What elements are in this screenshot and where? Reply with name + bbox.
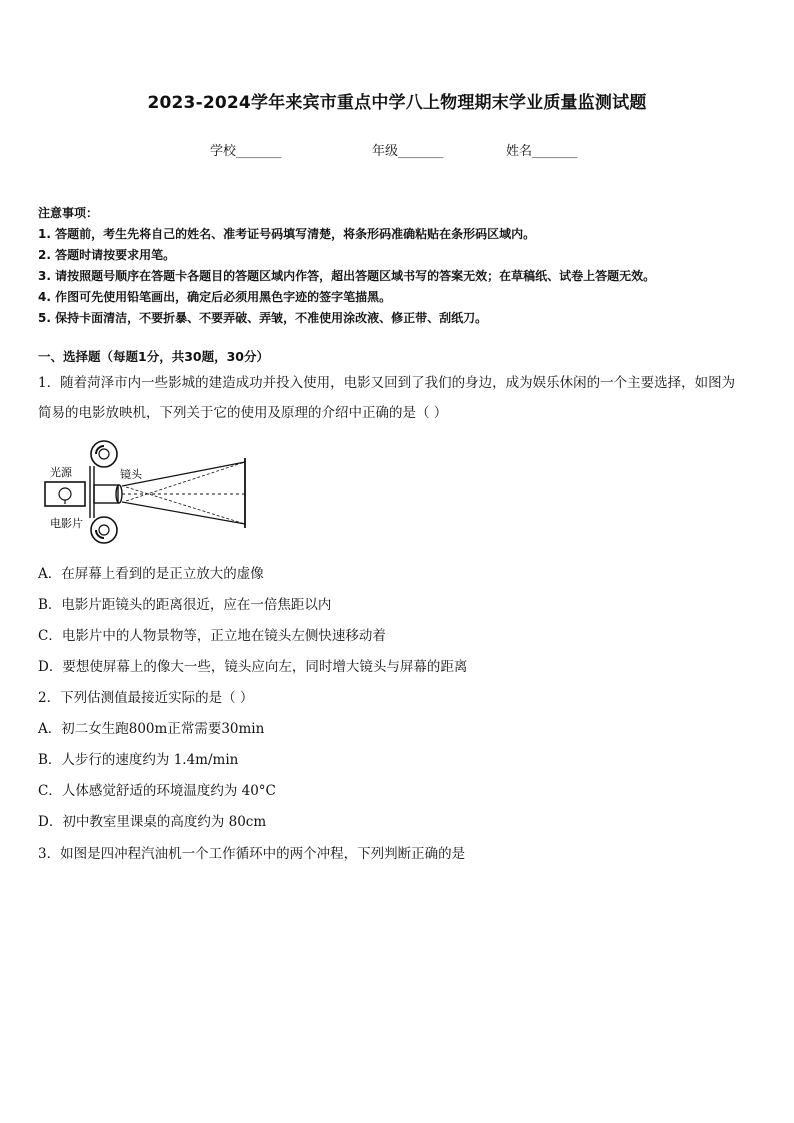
school-field: 学校_______ [210,144,282,159]
question-1-option-c: C．电影片中的人物景物等，正立地在镜头左侧快速移动着 [38,628,386,644]
page-title: 2023-2024学年来宾市重点中学八上物理期末学业质量监测试题 [147,93,647,113]
question-1-stem-line1: 1．随着菏泽市内一些影城的建造成功并投入使用，电影又回到了我们的身边，成为娱乐休闲的一个主要选择，如图为 [38,375,736,391]
notes-item: 1. 答题前，考生先将自己的姓名、准考证号码填写清楚，将条形码准确粘贴在条形码区域内。 [38,227,536,241]
question-3-stem: 3．如图是四冲程汽油机一个工作循环中的两个冲程，下列判断正确的是 [38,846,466,862]
question-1-option-d: D．要想使屏幕上的像大一些，镜头应向左，同时增大镜头与屏幕的距离 [38,659,468,675]
section-title: 一、选择题（每题1分，共30题，30分） [38,349,269,364]
question-2-stem: 2．下列估测值最接近实际的是（ ） [38,690,254,706]
question-2-option-a: A．初二女生跑800m正常需要30min [38,721,265,737]
question-2-option-b: B．人步行的速度约为 1.4m/min [38,752,239,768]
notes-item: 3. 请按照题号顺序在答题卡各题目的答题区域内作答，超出答题区域书写的答案无效；在草稿纸、试卷上答题无效。 [38,269,656,283]
label-film: 电影片 [50,517,83,530]
question-1-option-b: B．电影片距镜头的距离很近，应在一倍焦距以内 [38,597,332,613]
notes-heading: 注意事项： [38,206,99,220]
notes-block [38,203,655,329]
notes-item: 4. 作图可先使用铅笔画出，确定后必须用黑色字迹的签字笔描黑。 [38,290,392,304]
question-2-option-c: C．人体感觉舒适的环境温度约为 40°C [38,783,276,799]
question-1-stem-line2: 简易的电影放映机，下列关于它的使用及原理的介绍中正确的是（ ） [38,405,448,421]
label-light-source: 光源 [50,466,72,479]
projector-diagram [40,432,255,552]
notes-item: 2. 答题时请按要求用笔。 [38,248,176,262]
grade-field: 年级_______ [372,144,444,159]
question-2-option-d: D．初中教室里课桌的高度约为 80cm [38,814,267,830]
question-1-option-a: A．在屏幕上看到的是正立放大的虚像 [38,566,264,582]
projector-figure [40,432,255,552]
notes-item: 5. 保持卡面清洁，不要折暴、不要弄破、弄皱，不准使用涂改液、修正带、刮纸刀。 [38,311,488,325]
name-field: 姓名_______ [506,144,578,159]
label-lens: 镜头 [120,468,142,481]
